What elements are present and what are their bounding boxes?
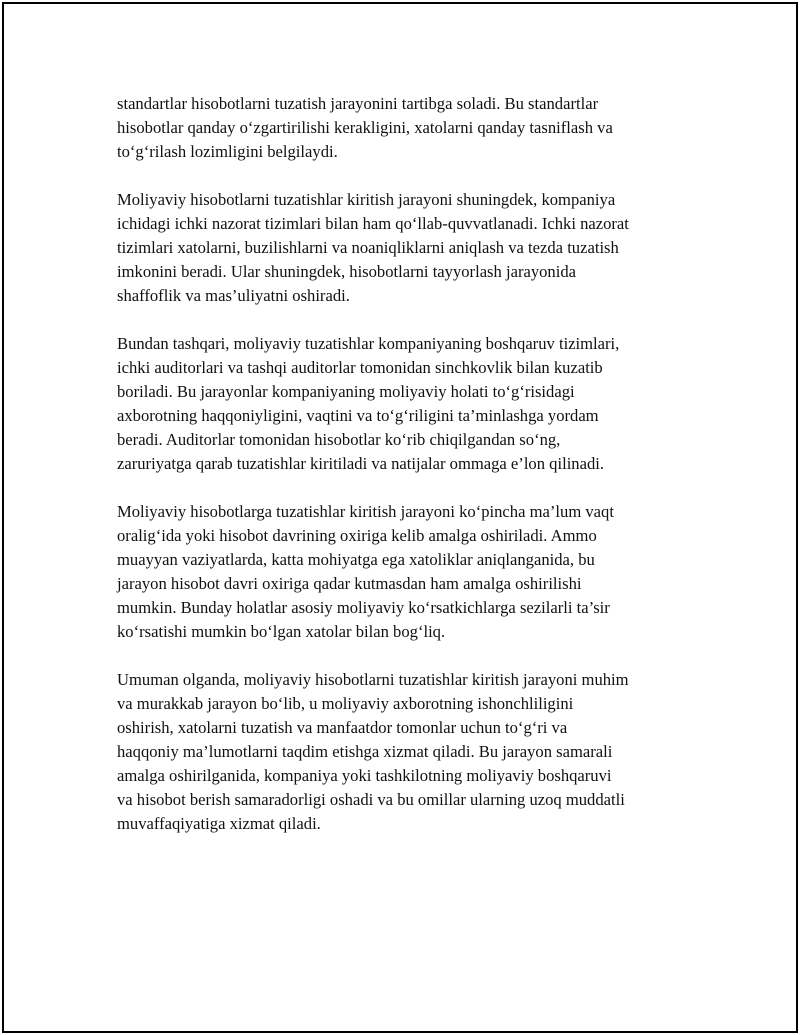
text-line: haqqoniy ma’lumotlarni taqdim etishga xizmat qiladi. Bu jarayon samarali — [117, 742, 613, 761]
text-line: va hisobot berish samaradorligi oshadi va bu omillar ularning uzoq muddatli — [117, 790, 625, 809]
text-line: Bundan tashqari, moliyaviy tuzatishlar kompaniyaning boshqaruv tizimlari, — [117, 334, 620, 353]
text-line: boriladi. Bu jarayonlar kompaniyaning moliyaviy holati to‘g‘risidagi — [117, 382, 575, 401]
text-line: Moliyaviy hisobotlarga tuzatishlar kiritish jarayoni ko‘pincha ma’lum vaqt — [117, 502, 614, 521]
paragraph-3 — [117, 332, 697, 476]
text-line: muvaffaqiyatiga xizmat qiladi. — [117, 814, 321, 833]
text-line: Umuman olganda, moliyaviy hisobotlarni tuzatishlar kiritish jarayoni muhim — [117, 670, 629, 689]
text-line: tizimlari xatolarni, buzilishlarni va noaniqliklarni aniqlash va tezda tuzatish — [117, 238, 619, 257]
text-line: muayyan vaziyatlarda, katta mohiyatga ega xatoliklar aniqlanganida, bu — [117, 550, 595, 569]
text-line: mumkin. Bunday holatlar asosiy moliyaviy ko‘rsatkichlarga sezilarli ta’sir — [117, 598, 610, 617]
text-line: amalga oshirilganida, kompaniya yoki tashkilotning moliyaviy boshqaruvi — [117, 766, 612, 785]
text-line: jarayon hisobot davri oxiriga qadar kutmasdan ham amalga oshirilishi — [117, 574, 582, 593]
text-line: to‘g‘rilash lozimligini belgilaydi. — [117, 142, 338, 161]
text-line: shaffoflik va mas’uliyatni oshiradi. — [117, 286, 350, 305]
text-line: hisobotlar qanday o‘zgartirilishi kerakligini, xatolarni qanday tasniflash va — [117, 118, 613, 137]
text-line: standartlar hisobotlarni tuzatish jarayonini tartibga soladi. Bu standartlar — [117, 94, 599, 113]
paragraph-2 — [117, 188, 697, 308]
text-line: ko‘rsatishi mumkin bo‘lgan xatolar bilan bog‘liq. — [117, 622, 446, 641]
text-line: axborotning haqqoniyligini, vaqtini va to‘g‘riligini ta’minlashga yordam — [117, 406, 599, 425]
document-body — [117, 92, 697, 860]
text-line: ichidagi ichki nazorat tizimlari bilan ham qo‘llab-quvvatlanadi. Ichki nazorat — [117, 214, 629, 233]
paragraph-1 — [117, 92, 697, 164]
text-line: va murakkab jarayon bo‘lib, u moliyaviy axborotning ishonchliligini — [117, 694, 574, 713]
text-line: Moliyaviy hisobotlarni tuzatishlar kiritish jarayoni shuningdek, kompaniya — [117, 190, 616, 209]
paragraph-4 — [117, 500, 697, 644]
text-line: beradi. Auditorlar tomonidan hisobotlar ko‘rib chiqilgandan so‘ng, — [117, 430, 561, 449]
text-line: imkonini beradi. Ular shuningdek, hisobotlarni tayyorlash jarayonida — [117, 262, 576, 281]
text-line: oralig‘ida yoki hisobot davrining oxiriga kelib amalga oshiriladi. Ammo — [117, 526, 597, 545]
text-line: ichki auditorlari va tashqi auditorlar tomonidan sinchkovlik bilan kuzatib — [117, 358, 603, 377]
text-line: zaruriyatga qarab tuzatishlar kiritiladi va natijalar ommaga e’lon qilinadi. — [117, 454, 605, 473]
paragraph-5 — [117, 668, 697, 836]
text-line: oshirish, xatolarni tuzatish va manfaatdor tomonlar uchun to‘g‘ri va — [117, 718, 568, 737]
